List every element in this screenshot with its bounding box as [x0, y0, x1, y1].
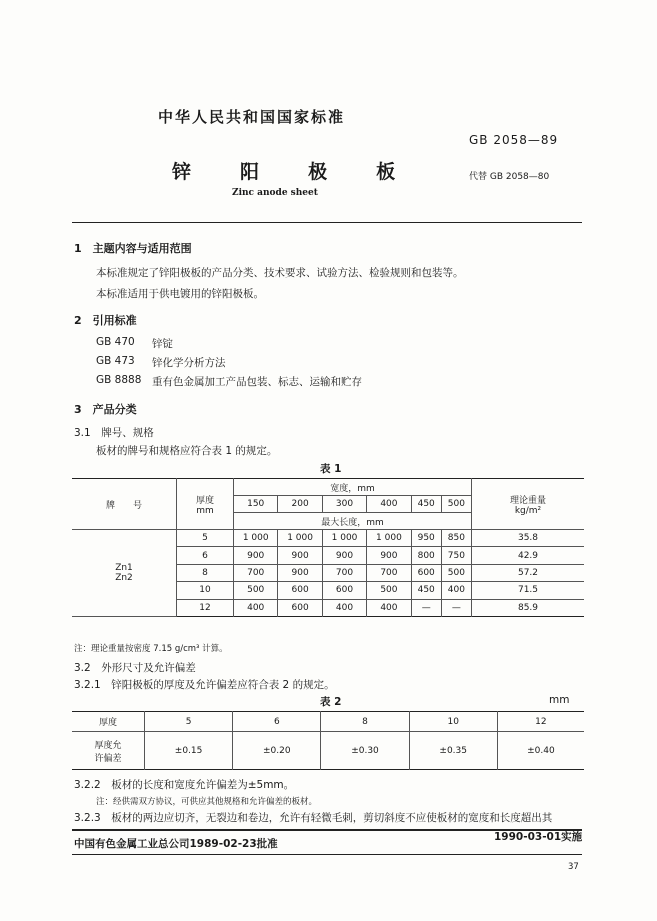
- width-value: 500: [441, 496, 471, 513]
- length-cell: 450: [411, 582, 441, 599]
- length-cell: 950: [411, 530, 441, 547]
- thickness-cell: 8: [177, 564, 234, 581]
- length-cell: 600: [278, 582, 322, 599]
- thickness-value: 10: [409, 712, 497, 732]
- reference-code: GB 473: [96, 355, 135, 367]
- width-value: 400: [367, 496, 411, 513]
- length-cell: 1 000: [234, 530, 278, 547]
- section1-paragraph-2: 本标准适用于供电镀用的锌阳极板。: [96, 288, 264, 300]
- length-cell: 1 000: [367, 530, 411, 547]
- reference-code: GB 470: [96, 336, 135, 348]
- table2-caption: 表 2: [320, 696, 342, 708]
- grade-zn1: Zn1: [115, 563, 133, 573]
- page-number: 37: [568, 862, 579, 872]
- tolerance-label-line2: 许偏差: [94, 753, 122, 764]
- reference-name: 锌化学分析方法: [152, 357, 226, 369]
- length-cell: 500: [367, 582, 411, 599]
- document-title: 锌 阳 极 板: [172, 161, 396, 183]
- length-cell: 750: [441, 547, 471, 564]
- length-cell: 900: [322, 547, 366, 564]
- length-cell: 400: [441, 582, 471, 599]
- section3-2-1-text: 3.2.1 锌阳极板的厚度及允许偏差应符合表 2 的规定。: [74, 679, 335, 691]
- grade-header: 牌 号: [72, 479, 177, 530]
- section3-2-heading: 3.2 外形尺寸及允许偏差: [74, 662, 196, 674]
- reference-name: 锌锭: [152, 338, 173, 350]
- national-standard-heading: 中华人民共和国国家标准: [158, 108, 346, 126]
- replaces-standard: 代替 GB 2058—80: [469, 172, 550, 182]
- tolerance-label-line1: 厚度允: [94, 740, 122, 751]
- length-cell: 400: [367, 599, 411, 616]
- weight-cell: 42.9: [472, 547, 585, 564]
- tolerance-value: ±0.15: [145, 732, 233, 770]
- length-cell: 500: [234, 582, 278, 599]
- section3-1-text: 板材的牌号和规格应符合表 1 的规定。: [96, 445, 278, 457]
- width-header: 宽度，mm: [234, 479, 472, 496]
- footer-bottom-rule: [72, 854, 582, 855]
- tolerance-header: [72, 732, 145, 770]
- reference-code: GB 8888: [96, 374, 142, 386]
- english-title: Zinc anode sheet: [232, 188, 318, 198]
- length-cell: 900: [278, 564, 322, 581]
- thickness-cell: 6: [177, 547, 234, 564]
- thickness-label: 厚度: [195, 495, 214, 506]
- section3-2-3-text: 3.2.3 板材的两边应切齐，无裂边和卷边，允许有轻微毛刺，剪切斜度不应使板材的宽度和长度超出其: [74, 812, 553, 824]
- width-value: 150: [234, 496, 278, 513]
- width-value: 450: [411, 496, 441, 513]
- length-cell: 700: [322, 564, 366, 581]
- thickness-header: [177, 479, 234, 530]
- length-cell: 600: [411, 564, 441, 581]
- length-cell: —: [411, 599, 441, 616]
- approval-text: 中国有色金属工业总公司1989-02-23批准: [74, 838, 278, 850]
- length-cell: 1 000: [278, 530, 322, 547]
- weight-cell: 71.5: [472, 582, 585, 599]
- header-rule: [72, 222, 582, 223]
- thickness-cell: 5: [177, 530, 234, 547]
- length-cell: 600: [322, 582, 366, 599]
- section3-2-2-note: 注：经供需双方协议，可供应其他规格和允许偏差的板材。: [96, 797, 318, 807]
- thickness-value: 5: [145, 712, 233, 732]
- length-cell: 700: [367, 564, 411, 581]
- thickness-unit: mm: [196, 505, 214, 516]
- table-row: [72, 530, 584, 547]
- length-cell: 400: [234, 599, 278, 616]
- table1: [72, 478, 584, 617]
- length-cell: 400: [322, 599, 366, 616]
- section1-paragraph-1: 本标准规定了锌阳极板的产品分类、技术要求、试验方法、检验规则和包装等。: [96, 267, 464, 279]
- length-cell: 800: [411, 547, 441, 564]
- tolerance-value: ±0.35: [409, 732, 497, 770]
- thickness-value: 6: [233, 712, 321, 732]
- table2-unit: mm: [549, 694, 570, 706]
- width-value: 200: [278, 496, 322, 513]
- thickness-cell: 12: [177, 599, 234, 616]
- weight-unit: kg/m²: [514, 505, 542, 516]
- weight-cell: 35.8: [472, 530, 585, 547]
- grade-zn2: Zn2: [115, 573, 133, 583]
- grade-cell: [72, 530, 177, 617]
- length-cell: 900: [278, 547, 322, 564]
- weight-header: [472, 479, 585, 530]
- weight-cell: 57.2: [472, 564, 585, 581]
- section3-heading: 3 产品分类: [74, 403, 137, 416]
- length-cell: 850: [441, 530, 471, 547]
- table1-caption: 表 1: [320, 463, 342, 475]
- thickness-value: 8: [321, 712, 409, 732]
- standard-code: GB 2058—89: [469, 133, 559, 147]
- width-value: 300: [322, 496, 366, 513]
- length-cell: —: [441, 599, 471, 616]
- length-cell: 600: [278, 599, 322, 616]
- thickness-cell: 10: [177, 582, 234, 599]
- effective-date: 1990-03-01实施: [494, 831, 583, 843]
- length-cell: 900: [367, 547, 411, 564]
- section3-1-heading: 3.1 牌号、规格: [74, 427, 154, 439]
- tolerance-value: ±0.20: [233, 732, 321, 770]
- tolerance-value: ±0.40: [497, 732, 584, 770]
- length-cell: 900: [234, 547, 278, 564]
- section3-2-2-text: 3.2.2 板材的长度和宽度允许偏差为±5mm。: [74, 779, 295, 791]
- thickness-value: 12: [497, 712, 584, 732]
- weight-cell: 85.9: [472, 599, 585, 616]
- tolerance-value: ±0.30: [321, 732, 409, 770]
- weight-label: 理论重量: [509, 495, 546, 506]
- section1-heading: 1 主题内容与适用范围: [74, 242, 192, 255]
- thickness-header: 厚度: [72, 712, 145, 732]
- section2-heading: 2 引用标准: [74, 314, 137, 327]
- length-cell: 500: [441, 564, 471, 581]
- max-length-header: 最大长度，mm: [234, 513, 472, 530]
- table1-note: 注：理论重量按密度 7.15 g/cm³ 计算。: [74, 644, 228, 654]
- reference-name: 重有色金属加工产品包装、标志、运输和贮存: [152, 376, 362, 388]
- table2: [72, 711, 584, 770]
- length-cell: 1 000: [322, 530, 366, 547]
- length-cell: 700: [234, 564, 278, 581]
